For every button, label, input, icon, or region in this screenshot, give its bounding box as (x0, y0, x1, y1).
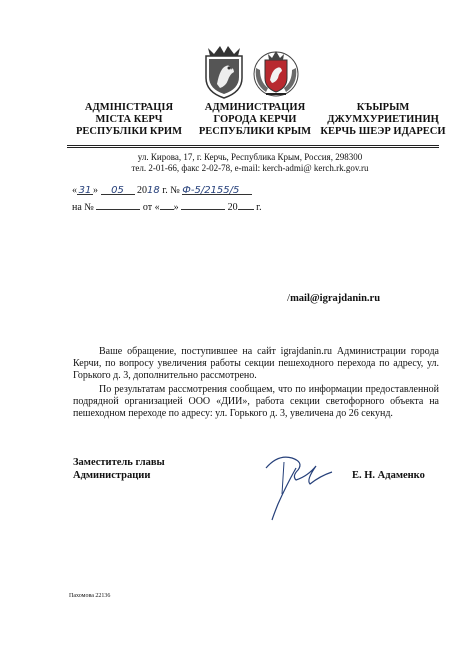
date-month: 05 (111, 185, 124, 196)
incoming-reference (72, 200, 262, 214)
header-russian (184, 102, 326, 138)
header-ct-line2: ДЖУМХУРИЕТИНИҢ (327, 114, 439, 125)
date-month-blank (101, 185, 135, 195)
header-ru-line1: АДМИНИСТРАЦИЯ (204, 102, 306, 113)
signer-title (73, 456, 165, 482)
body-paragraph-2 (73, 384, 439, 420)
header-ua-line2: МІСТА КЕРЧ (95, 114, 163, 125)
header-ua-line3: РЕСПУБЛІКИ КРИМ (76, 126, 182, 137)
header-ru-line3: РЕСПУБЛИКИ КРЫМ (198, 126, 312, 137)
incoming-from-label: от « (142, 202, 160, 213)
kerch-coat-of-arms-icon (200, 44, 248, 100)
year-prefix: 20 (137, 185, 147, 196)
contacts-line: тел. 2-01-66, факс 2-02-78, e-mail: kerch-admi@ kerch.rk.gov.ru (131, 163, 369, 173)
outgoing-reference (72, 185, 252, 197)
header-divider-second (67, 147, 439, 148)
recipient-email-text: mail@igrajdanin.ru (290, 293, 381, 304)
incoming-quote-close: » (173, 202, 179, 213)
executor-note: Пахомова 22136 (69, 593, 111, 599)
signer-name: Е. Н. Адаменко (352, 470, 425, 481)
body-paragraph-1 (73, 346, 439, 382)
header-ua-line1: АДМІНІСТРАЦІЯ (84, 102, 174, 113)
header-divider (67, 145, 439, 146)
incoming-year-blank (238, 200, 254, 210)
recipient-email (287, 292, 380, 304)
header-ukrainian (58, 102, 200, 138)
signer-title-line1: Заместитель главы (73, 457, 165, 468)
paragraph-2-text: По результатам рассмотрения сообщаем, что по информации предоставленной подрядной организацией ООО «ДИИ», работа секции светофорного объекта на пешеходном переходе по адресу: ул. Горького д. 3, увеличена до 26 секунд. (73, 384, 439, 419)
incoming-day-blank (160, 200, 174, 210)
paragraph-1-text: Ваше обращение, поступившее на сайт igrajdanin.ru Администрации города Керчи, по вопросу увеличения работы секции пешеходного перехода по адресу, ул. Горького д. 3, дополнительно рассмотрено. (73, 346, 439, 381)
header-crimean-tatar (312, 102, 454, 138)
date-day: 31 (78, 185, 92, 196)
date-quote-close: » (93, 185, 98, 196)
incoming-year-suffix: г. (256, 202, 262, 213)
outgoing-number: Ф-5/2155/5 (182, 185, 240, 196)
handwritten-signature-icon (256, 446, 340, 522)
incoming-year-prefix: 20 (227, 202, 238, 213)
date-quote-open: « (72, 185, 77, 196)
signer-title-line2: Администрации (73, 470, 151, 481)
crimea-coat-of-arms-icon (252, 44, 300, 100)
incoming-number-blank (96, 200, 140, 210)
incoming-month-blank (181, 200, 225, 210)
handwritten-tick-icon: / (287, 292, 291, 304)
header-ct-line3: КЕРЧЬ ШЕЭР ИДАРЕСИ (320, 126, 446, 137)
number-label: г. № (162, 185, 180, 196)
date-year: 18 (147, 185, 160, 196)
header-ct-line1: КЪЫРЫМ (356, 102, 410, 113)
incoming-number-label: на № (72, 202, 94, 213)
number-blank (182, 185, 252, 195)
header-ru-line2: ГОРОДА КЕРЧИ (213, 114, 297, 125)
address-line: ул. Кирова, 17, г. Керчь, Республика Крым, Россия, 298300 (137, 152, 363, 162)
date-day-blank (77, 185, 93, 195)
